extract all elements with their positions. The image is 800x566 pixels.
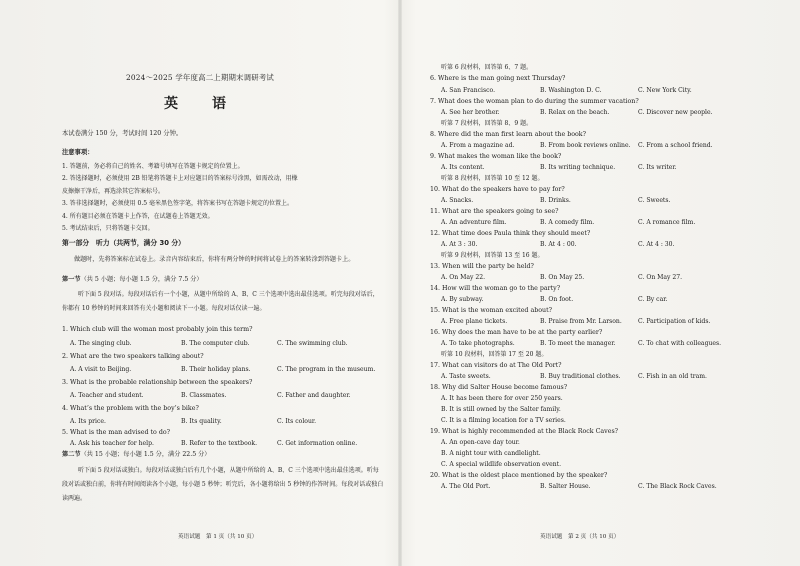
note-item: 皮擦擦干净后，再选涂其它答案标号。 [62,187,165,195]
score-line: 本试卷满分 150 分，考试时间 120 分钟。 [62,130,183,137]
option-a[interactable]: A. On May 22. [441,274,486,281]
note-item: 2. 答选择题时，必须使用 2B 铅笔将答题卡上对应题目的答案标号涂黑，如需改动，用橡 [62,175,298,183]
option-c[interactable]: C. The swimming club. [277,340,348,347]
question-16: 16. Why does the man have to be at the party earlier? [430,329,603,336]
question-3: 3. What is the probable relationship between the speakers? [62,379,253,386]
section2-title: 第二节 [62,451,81,458]
instruction-17: 听第 10 段材料，回答第 17 至 20 题。 [441,351,548,358]
option-c[interactable]: C. A special wildlife observation event. [441,461,562,468]
part1-description: 做题时，先将答案标在试卷上。录音内容结束后，你将有两分钟的时间将试卷上的答案转涂到答题卡上。 [74,256,355,263]
option-c[interactable]: C. The Black Rock Caves. [638,483,717,490]
part1-title: 第一部分 听力（共两节，满分 30 分） [62,239,185,247]
option-b[interactable]: B. Buy traditional clothes. [540,373,621,380]
instruction-8: 听第 7 段材料，回答第 8、9 题。 [441,120,533,127]
question-12: 12. What time does Paula think they should meet? [430,230,591,237]
instruction-6: 听第 6 段材料，回答第 6、7 题。 [441,64,533,71]
option-c[interactable]: C. Discover new people. [638,109,713,116]
option-a[interactable]: A. Free plane tickets. [441,318,508,325]
question-1: 1. Which club will the woman most probably join this term? [62,326,253,333]
option-b[interactable]: B. Drinks. [540,197,571,204]
option-a[interactable]: A. The Old Port. [441,483,491,490]
option-a[interactable]: A. A visit to Beijing. [70,366,132,373]
section1-rule: （共 5 小题；每小题 1.5 分，满分 7.5 分） [80,276,203,283]
option-c[interactable]: C. Participation of kids. [638,318,711,325]
section1-title: 第一节 [62,276,81,283]
option-a[interactable]: A. Taste sweets. [441,373,491,380]
option-b[interactable]: B. It is still owned by the Salter family. [441,406,561,413]
page-footer-right: 英语试题 第 2 页（共 10 页） [540,534,620,540]
option-a[interactable]: A. Ask his teacher for help. [70,440,154,447]
option-a[interactable]: A. It has been there for over 250 years. [441,395,563,402]
section2-description: 听下面 5 段对话或独白。每段对话或独白后有几个小题，从题中所给的 A、B、C 三个选项中选出最佳选项。听每段对话或独白前，你将有时间阅读各个小题，每小题 5 秒钟；听完后，各小题将给出 5 秒钟的作答时间。每段对话或独白读两遍。 [62,467,384,502]
option-b[interactable]: B. Their holiday plans. [181,366,251,373]
option-b[interactable]: B. At 4 : 00. [540,241,577,248]
question-10: 10. What do the speakers have to pay for? [430,186,565,193]
section2-rule: （共 15 小题；每小题 1.5 分，满分 22.5 分） [80,451,211,458]
option-c[interactable]: C. The program in the museum. [277,366,376,373]
question-6: 6. Where is the man going next Thursday? [430,75,566,82]
option-a[interactable]: A. Teacher and student. [70,392,144,399]
option-a[interactable]: A. An adventure film. [441,219,507,226]
question-4: 4. What’s the problem with the boy’s bike? [62,405,199,412]
option-b[interactable]: B. Washington D. C. [540,87,602,94]
option-c[interactable]: C. It is a filming location for a TV series. [441,417,566,424]
note-item: 3. 答非选择题时，必须使用 0.5 毫米黑色签字笔，将答案书写在答题卡规定的位置上。 [62,200,293,208]
question-8: 8. Where did the man first learn about the book? [430,131,586,138]
subject-title: 英 语 [164,96,236,112]
option-a[interactable]: A. Its content. [441,164,485,171]
instruction-13: 听第 9 段材料，回答第 13 至 16 题。 [441,252,544,259]
option-c[interactable]: C. Its colour. [277,418,317,425]
option-c[interactable]: C. At 4 : 30. [638,241,675,248]
page-right [400,0,800,566]
question-13: 13. When will the party be held? [430,263,534,270]
option-a[interactable]: A. Its price. [70,418,106,425]
notes-heading: 注意事项： [62,149,94,156]
note-item: 4. 所有题目必须在答题卡上作答，在试题卷上答题无效。 [62,212,214,220]
option-c[interactable]: C. A romance film. [638,219,696,226]
question-19: 19. What is highly recommended at the Black Rock Caves? [430,428,619,435]
option-a[interactable]: A. From a magazine ad. [441,142,515,149]
option-a[interactable]: A. To take photographs. [441,340,515,347]
option-b[interactable]: B. From book reviews online. [540,142,631,149]
section1-heading [62,277,203,283]
option-b[interactable]: B. Salter House. [540,483,591,490]
option-b[interactable]: B. The computer club. [181,340,250,347]
option-b[interactable]: B. Classmates. [181,392,227,399]
note-item: 1. 答题前，务必将自己的姓名、考籍号填写在答题卡规定的位置上。 [62,163,244,170]
option-a[interactable]: A. See her brother. [441,109,500,116]
option-c[interactable]: C. New York City. [638,87,692,94]
option-b[interactable]: B. A comedy film. [540,219,595,226]
option-b[interactable]: B. To meet the manager. [540,340,616,347]
question-9: 9. What makes the woman like the book? [430,153,562,160]
option-b[interactable]: B. Praise from Mr. Larson. [540,318,622,325]
option-b[interactable]: B. Refer to the textbook. [181,440,258,447]
option-b[interactable]: B. Relax on the beach. [540,109,610,116]
question-15: 15. What is the woman excited about? [430,307,552,314]
option-b[interactable]: B. Its writing technique. [540,164,616,171]
option-c[interactable]: C. From a school friend. [638,142,713,149]
option-c[interactable]: C. By car. [638,296,668,303]
question-7: 7. What does the woman plan to do during the summer vacation? [430,98,639,105]
exam-title: 2024～2025 学年度高二上期期末调研考试 [125,73,275,82]
section1-description: 听下面 5 段对话。每段对话后有一个小题，从题中所给的 A、B、C 三个选项中选出最佳选项。听完每段对话后，你都有 10 秒钟的时间来回答有关小题和阅读下一小题。每段对话仅读一遍。 [62,291,379,312]
option-c[interactable]: C. On May 27. [638,274,683,281]
option-c[interactable]: C. Fish in an old tram. [638,373,707,380]
question-20: 20. What is the oldest place mentioned by the speaker? [430,472,608,479]
option-c[interactable]: C. To chat with colleagues. [638,340,722,347]
section2-heading [62,452,210,458]
option-b[interactable]: B. On foot. [540,296,574,303]
option-c[interactable]: C. Father and daughter. [277,392,351,399]
question-14: 14. How will the woman go to the party? [430,285,561,292]
option-a[interactable]: A. By subway. [441,296,484,303]
question-18: 18. Why did Salter House become famous? [430,384,568,391]
notes-list [62,161,380,235]
option-c[interactable]: C. Get information online. [277,440,358,447]
option-a[interactable]: A. The singing club. [70,340,132,347]
option-c[interactable]: C. Its writer. [638,164,677,171]
option-a[interactable]: A. Snacks. [441,197,474,204]
instruction-10: 听第 8 段材料，回答第 10 至 12 题。 [441,175,544,182]
option-a[interactable]: A. An open-cave day tour. [441,439,520,446]
option-c[interactable]: C. Sweets. [638,197,671,204]
option-b[interactable]: B. A night tour with candlelight. [441,450,541,457]
question-11: 11. What are the speakers going to see? [430,208,559,215]
question-2: 2. What are the two speakers talking about? [62,353,204,360]
question-17: 17. What can visitors do at The Old Port? [430,362,562,369]
note-item: 5. 考试结束后，只将答题卡交回。 [62,225,154,233]
option-b[interactable]: B. On May 25. [540,274,585,281]
question-5: 5. What is the man advised to do? [62,429,171,436]
option-a[interactable]: A. At 3 : 30. [441,241,478,248]
option-b[interactable]: B. Its quality. [181,418,222,425]
page-footer-left: 英语试题 第 1 页（共 10 页） [178,534,258,540]
option-a[interactable]: A. San Francisco. [441,87,496,94]
